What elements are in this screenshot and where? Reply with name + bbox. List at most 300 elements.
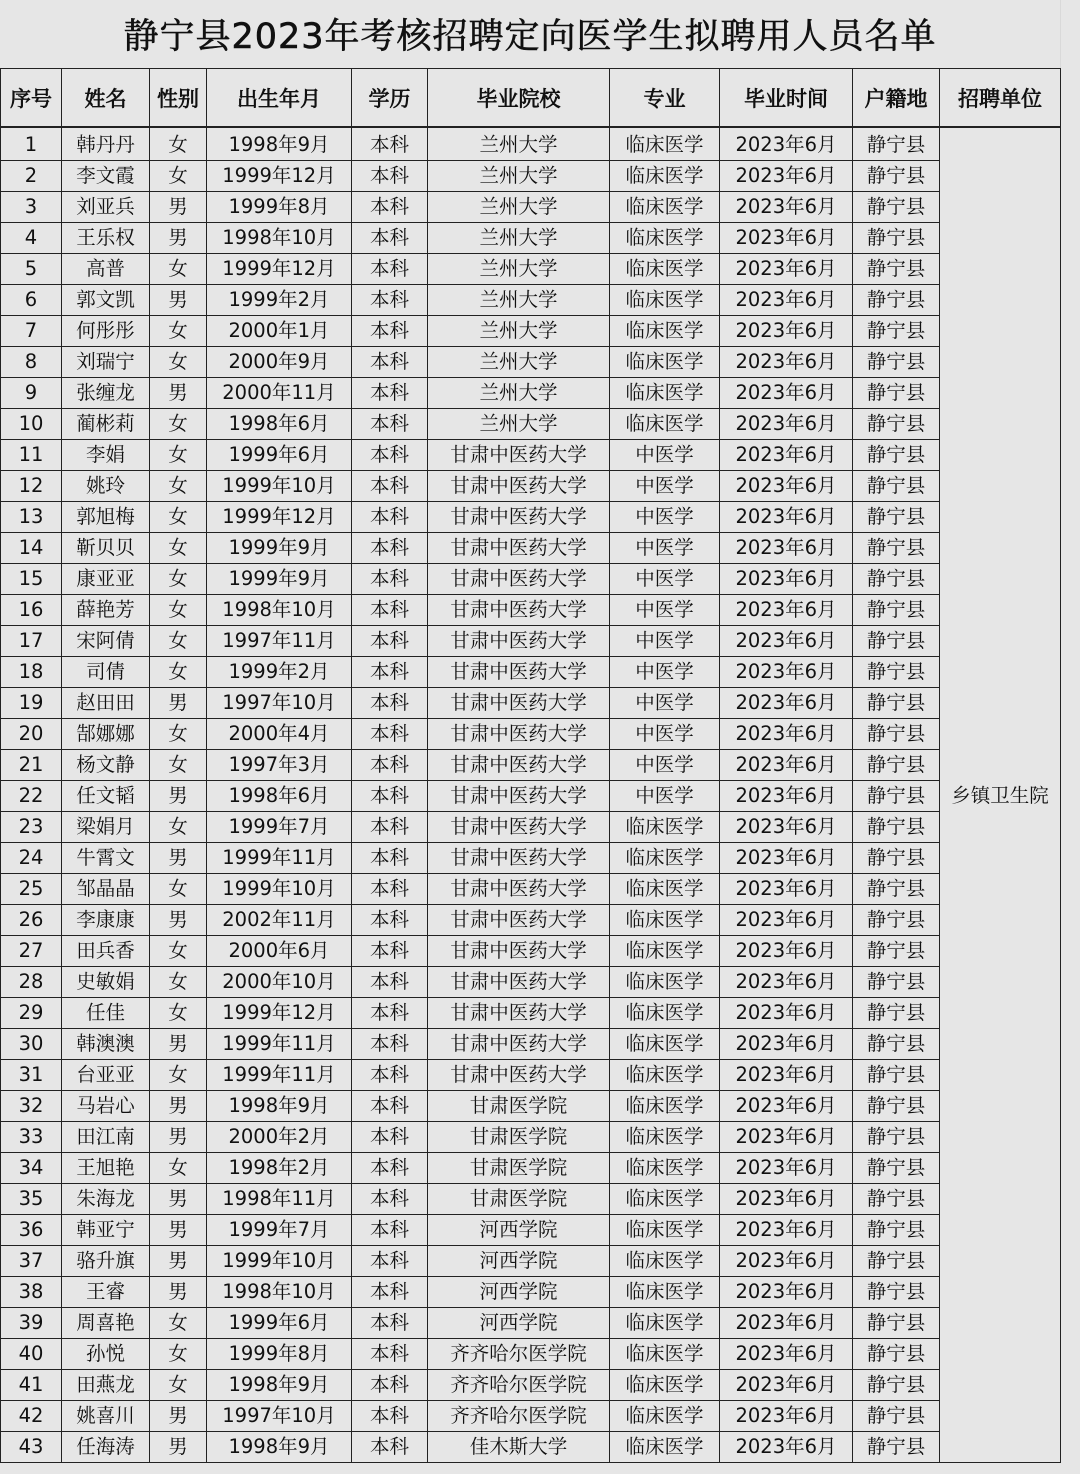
cell-birth: 1999年10月 [207, 874, 352, 905]
cell-birth: 1998年9月 [207, 1370, 352, 1401]
cell-graduation: 2023年6月 [720, 1246, 853, 1277]
cell-name: 杨文静 [62, 750, 150, 781]
cell-graduation: 2023年6月 [720, 1308, 853, 1339]
cell-education: 本科 [352, 905, 428, 936]
table-row [1, 843, 1061, 874]
cell-name: 韩丹丹 [62, 127, 150, 161]
table-row [1, 1091, 1061, 1122]
table-row [1, 750, 1061, 781]
cell-serial: 26 [1, 905, 62, 936]
cell-hukou: 静宁县 [853, 1339, 940, 1370]
cell-school: 甘肃中医药大学 [428, 1060, 610, 1091]
cell-education: 本科 [352, 1308, 428, 1339]
cell-major: 临床医学 [610, 1029, 720, 1060]
table-row [1, 1215, 1061, 1246]
cell-graduation: 2023年6月 [720, 471, 853, 502]
cell-major: 临床医学 [610, 812, 720, 843]
cell-gender: 女 [150, 812, 207, 843]
table-row [1, 254, 1061, 285]
cell-education: 本科 [352, 285, 428, 316]
cell-major: 中医学 [610, 750, 720, 781]
cell-school: 甘肃中医药大学 [428, 502, 610, 533]
cell-school: 甘肃中医药大学 [428, 440, 610, 471]
cell-graduation: 2023年6月 [720, 564, 853, 595]
cell-graduation: 2023年6月 [720, 409, 853, 440]
table-row [1, 1308, 1061, 1339]
cell-major: 临床医学 [610, 874, 720, 905]
table-row [1, 1153, 1061, 1184]
cell-school: 兰州大学 [428, 285, 610, 316]
cell-graduation: 2023年6月 [720, 1184, 853, 1215]
cell-graduation: 2023年6月 [720, 1029, 853, 1060]
table-row [1, 719, 1061, 750]
cell-hukou: 静宁县 [853, 127, 940, 161]
cell-serial: 9 [1, 378, 62, 409]
cell-hukou: 静宁县 [853, 936, 940, 967]
cell-major: 临床医学 [610, 409, 720, 440]
cell-birth: 1997年3月 [207, 750, 352, 781]
cell-gender: 女 [150, 316, 207, 347]
cell-education: 本科 [352, 1215, 428, 1246]
cell-serial: 42 [1, 1401, 62, 1432]
cell-serial: 11 [1, 440, 62, 471]
cell-serial: 2 [1, 161, 62, 192]
cell-education: 本科 [352, 1060, 428, 1091]
cell-education: 本科 [352, 1091, 428, 1122]
cell-name: 牛霄文 [62, 843, 150, 874]
cell-major: 临床医学 [610, 378, 720, 409]
cell-name: 何彤彤 [62, 316, 150, 347]
cell-education: 本科 [352, 998, 428, 1029]
table-row [1, 812, 1061, 843]
cell-name: 邹晶晶 [62, 874, 150, 905]
cell-graduation: 2023年6月 [720, 347, 853, 378]
table-row [1, 1246, 1061, 1277]
cell-school: 甘肃中医药大学 [428, 1029, 610, 1060]
table-row [1, 127, 1061, 161]
cell-hukou: 静宁县 [853, 564, 940, 595]
cell-major: 临床医学 [610, 254, 720, 285]
cell-hukou: 静宁县 [853, 502, 940, 533]
cell-education: 本科 [352, 626, 428, 657]
cell-birth: 1998年11月 [207, 1184, 352, 1215]
cell-major: 临床医学 [610, 1215, 720, 1246]
cell-gender: 女 [150, 502, 207, 533]
cell-graduation: 2023年6月 [720, 127, 853, 161]
header-name: 姓名 [62, 69, 150, 128]
cell-gender: 女 [150, 657, 207, 688]
cell-education: 本科 [352, 1246, 428, 1277]
cell-name: 梁娟月 [62, 812, 150, 843]
cell-school: 甘肃中医药大学 [428, 657, 610, 688]
cell-hukou: 静宁县 [853, 905, 940, 936]
cell-gender: 女 [150, 161, 207, 192]
cell-serial: 36 [1, 1215, 62, 1246]
cell-school: 兰州大学 [428, 161, 610, 192]
cell-name: 李文霞 [62, 161, 150, 192]
roster-table [0, 68, 1061, 1463]
cell-graduation: 2023年6月 [720, 595, 853, 626]
cell-graduation: 2023年6月 [720, 750, 853, 781]
cell-birth: 2000年4月 [207, 719, 352, 750]
cell-hukou: 静宁县 [853, 285, 940, 316]
cell-name: 刘亚兵 [62, 192, 150, 223]
cell-major: 中医学 [610, 781, 720, 812]
cell-serial: 43 [1, 1432, 62, 1463]
cell-serial: 23 [1, 812, 62, 843]
table-row [1, 347, 1061, 378]
cell-education: 本科 [352, 595, 428, 626]
cell-name: 刘瑞宁 [62, 347, 150, 378]
cell-major: 临床医学 [610, 936, 720, 967]
cell-major: 临床医学 [610, 347, 720, 378]
cell-school: 甘肃中医药大学 [428, 812, 610, 843]
table-row [1, 688, 1061, 719]
table-row [1, 1370, 1061, 1401]
cell-birth: 1999年11月 [207, 1029, 352, 1060]
cell-education: 本科 [352, 471, 428, 502]
table-row [1, 626, 1061, 657]
cell-birth: 1997年10月 [207, 1401, 352, 1432]
cell-hukou: 静宁县 [853, 1184, 940, 1215]
cell-serial: 16 [1, 595, 62, 626]
cell-gender: 女 [150, 127, 207, 161]
cell-hukou: 静宁县 [853, 1060, 940, 1091]
cell-school: 甘肃中医药大学 [428, 750, 610, 781]
table-row [1, 502, 1061, 533]
cell-name: 韩澳澳 [62, 1029, 150, 1060]
cell-major: 临床医学 [610, 1122, 720, 1153]
cell-education: 本科 [352, 719, 428, 750]
cell-serial: 8 [1, 347, 62, 378]
cell-birth: 1998年9月 [207, 1432, 352, 1463]
cell-name: 薛艳芳 [62, 595, 150, 626]
cell-major: 临床医学 [610, 998, 720, 1029]
cell-birth: 2000年1月 [207, 316, 352, 347]
cell-graduation: 2023年6月 [720, 533, 853, 564]
cell-gender: 男 [150, 1122, 207, 1153]
cell-birth: 1998年10月 [207, 595, 352, 626]
cell-school: 甘肃中医药大学 [428, 719, 610, 750]
cell-serial: 19 [1, 688, 62, 719]
cell-gender: 女 [150, 1153, 207, 1184]
cell-birth: 1997年11月 [207, 626, 352, 657]
table-row [1, 440, 1061, 471]
cell-gender: 男 [150, 378, 207, 409]
cell-hukou: 静宁县 [853, 471, 940, 502]
cell-graduation: 2023年6月 [720, 285, 853, 316]
cell-recruiting-unit: 乡镇卫生院 [940, 127, 1061, 1463]
document-title: 静宁县2023年考核招聘定向医学生拟聘用人员名单 [0, 0, 1061, 68]
cell-graduation: 2023年6月 [720, 1091, 853, 1122]
cell-school: 齐齐哈尔医学院 [428, 1339, 610, 1370]
cell-major: 临床医学 [610, 1060, 720, 1091]
cell-school: 甘肃医学院 [428, 1122, 610, 1153]
cell-gender: 男 [150, 905, 207, 936]
cell-gender: 男 [150, 1432, 207, 1463]
cell-hukou: 静宁县 [853, 967, 940, 998]
cell-gender: 男 [150, 1215, 207, 1246]
table-row [1, 657, 1061, 688]
cell-major: 临床医学 [610, 1246, 720, 1277]
cell-education: 本科 [352, 223, 428, 254]
cell-birth: 1999年11月 [207, 1060, 352, 1091]
cell-education: 本科 [352, 750, 428, 781]
cell-serial: 31 [1, 1060, 62, 1091]
header-row [1, 69, 1061, 128]
table-row [1, 905, 1061, 936]
header-education: 学历 [352, 69, 428, 128]
header-school: 毕业院校 [428, 69, 610, 128]
cell-name: 蔺彬莉 [62, 409, 150, 440]
cell-hukou: 静宁县 [853, 378, 940, 409]
table-row [1, 161, 1061, 192]
cell-hukou: 静宁县 [853, 998, 940, 1029]
cell-hukou: 静宁县 [853, 626, 940, 657]
cell-education: 本科 [352, 688, 428, 719]
cell-serial: 33 [1, 1122, 62, 1153]
cell-birth: 1999年6月 [207, 440, 352, 471]
cell-hukou: 静宁县 [853, 1153, 940, 1184]
cell-hukou: 静宁县 [853, 1401, 940, 1432]
table-row [1, 409, 1061, 440]
cell-serial: 17 [1, 626, 62, 657]
table-row [1, 1122, 1061, 1153]
cell-gender: 女 [150, 1060, 207, 1091]
cell-name: 王旭艳 [62, 1153, 150, 1184]
cell-education: 本科 [352, 533, 428, 564]
cell-education: 本科 [352, 936, 428, 967]
cell-birth: 1999年10月 [207, 1246, 352, 1277]
cell-hukou: 静宁县 [853, 223, 940, 254]
cell-name: 马岩心 [62, 1091, 150, 1122]
table-row [1, 192, 1061, 223]
cell-education: 本科 [352, 564, 428, 595]
table-row [1, 471, 1061, 502]
cell-graduation: 2023年6月 [720, 161, 853, 192]
cell-school: 兰州大学 [428, 254, 610, 285]
cell-serial: 25 [1, 874, 62, 905]
cell-serial: 39 [1, 1308, 62, 1339]
cell-school: 齐齐哈尔医学院 [428, 1401, 610, 1432]
cell-gender: 男 [150, 1184, 207, 1215]
cell-major: 临床医学 [610, 1308, 720, 1339]
cell-graduation: 2023年6月 [720, 378, 853, 409]
table-row [1, 285, 1061, 316]
cell-gender: 女 [150, 998, 207, 1029]
cell-serial: 3 [1, 192, 62, 223]
cell-name: 孙悦 [62, 1339, 150, 1370]
cell-birth: 1998年9月 [207, 1091, 352, 1122]
cell-graduation: 2023年6月 [720, 1060, 853, 1091]
cell-birth: 1998年10月 [207, 1277, 352, 1308]
cell-school: 甘肃中医药大学 [428, 564, 610, 595]
cell-gender: 男 [150, 1401, 207, 1432]
header-serial: 序号 [1, 69, 62, 128]
cell-hukou: 静宁县 [853, 1370, 940, 1401]
cell-birth: 1999年2月 [207, 285, 352, 316]
cell-major: 临床医学 [610, 161, 720, 192]
cell-serial: 37 [1, 1246, 62, 1277]
cell-hukou: 静宁县 [853, 595, 940, 626]
cell-hukou: 静宁县 [853, 1091, 940, 1122]
table-row [1, 378, 1061, 409]
cell-birth: 2000年6月 [207, 936, 352, 967]
cell-serial: 22 [1, 781, 62, 812]
cell-hukou: 静宁县 [853, 316, 940, 347]
header-gender: 性别 [150, 69, 207, 128]
cell-major: 中医学 [610, 626, 720, 657]
cell-school: 河西学院 [428, 1277, 610, 1308]
cell-graduation: 2023年6月 [720, 254, 853, 285]
cell-serial: 18 [1, 657, 62, 688]
cell-graduation: 2023年6月 [720, 812, 853, 843]
cell-gender: 男 [150, 285, 207, 316]
cell-school: 佳木斯大学 [428, 1432, 610, 1463]
cell-birth: 1999年10月 [207, 471, 352, 502]
cell-major: 临床医学 [610, 1091, 720, 1122]
cell-major: 中医学 [610, 533, 720, 564]
cell-school: 甘肃中医药大学 [428, 936, 610, 967]
cell-name: 田兵香 [62, 936, 150, 967]
cell-graduation: 2023年6月 [720, 440, 853, 471]
cell-graduation: 2023年6月 [720, 998, 853, 1029]
cell-hukou: 静宁县 [853, 161, 940, 192]
cell-school: 甘肃中医药大学 [428, 471, 610, 502]
cell-major: 临床医学 [610, 1339, 720, 1370]
cell-education: 本科 [352, 1029, 428, 1060]
cell-name: 赵田田 [62, 688, 150, 719]
cell-graduation: 2023年6月 [720, 719, 853, 750]
cell-education: 本科 [352, 812, 428, 843]
header-graduation: 毕业时间 [720, 69, 853, 128]
cell-major: 临床医学 [610, 192, 720, 223]
cell-education: 本科 [352, 161, 428, 192]
cell-serial: 6 [1, 285, 62, 316]
cell-major: 临床医学 [610, 1401, 720, 1432]
cell-hukou: 静宁县 [853, 192, 940, 223]
cell-school: 甘肃中医药大学 [428, 843, 610, 874]
cell-birth: 1999年6月 [207, 1308, 352, 1339]
cell-major: 中医学 [610, 440, 720, 471]
cell-birth: 1999年11月 [207, 843, 352, 874]
cell-education: 本科 [352, 1122, 428, 1153]
cell-education: 本科 [352, 440, 428, 471]
cell-name: 靳贝贝 [62, 533, 150, 564]
table-row [1, 1277, 1061, 1308]
cell-major: 中医学 [610, 502, 720, 533]
cell-gender: 女 [150, 409, 207, 440]
cell-graduation: 2023年6月 [720, 1370, 853, 1401]
cell-serial: 30 [1, 1029, 62, 1060]
cell-name: 司倩 [62, 657, 150, 688]
cell-education: 本科 [352, 1277, 428, 1308]
cell-major: 临床医学 [610, 1153, 720, 1184]
cell-school: 齐齐哈尔医学院 [428, 1370, 610, 1401]
cell-gender: 女 [150, 936, 207, 967]
cell-hukou: 静宁县 [853, 1215, 940, 1246]
cell-birth: 1999年2月 [207, 657, 352, 688]
cell-graduation: 2023年6月 [720, 1153, 853, 1184]
cell-school: 兰州大学 [428, 409, 610, 440]
cell-birth: 1998年6月 [207, 409, 352, 440]
cell-serial: 38 [1, 1277, 62, 1308]
cell-birth: 2000年9月 [207, 347, 352, 378]
cell-name: 郭旭梅 [62, 502, 150, 533]
cell-graduation: 2023年6月 [720, 936, 853, 967]
cell-name: 任佳 [62, 998, 150, 1029]
cell-gender: 女 [150, 440, 207, 471]
cell-graduation: 2023年6月 [720, 905, 853, 936]
cell-education: 本科 [352, 1432, 428, 1463]
cell-education: 本科 [352, 192, 428, 223]
cell-hukou: 静宁县 [853, 347, 940, 378]
cell-education: 本科 [352, 843, 428, 874]
cell-major: 临床医学 [610, 127, 720, 161]
cell-education: 本科 [352, 874, 428, 905]
cell-school: 兰州大学 [428, 127, 610, 161]
cell-name: 任文韬 [62, 781, 150, 812]
cell-graduation: 2023年6月 [720, 192, 853, 223]
table-row [1, 781, 1061, 812]
cell-hukou: 静宁县 [853, 1308, 940, 1339]
cell-serial: 29 [1, 998, 62, 1029]
cell-education: 本科 [352, 254, 428, 285]
cell-serial: 24 [1, 843, 62, 874]
cell-graduation: 2023年6月 [720, 223, 853, 254]
cell-name: 史敏娟 [62, 967, 150, 998]
cell-hukou: 静宁县 [853, 1277, 940, 1308]
cell-name: 康亚亚 [62, 564, 150, 595]
cell-birth: 2000年2月 [207, 1122, 352, 1153]
cell-serial: 21 [1, 750, 62, 781]
cell-hukou: 静宁县 [853, 874, 940, 905]
cell-hukou: 静宁县 [853, 1432, 940, 1463]
cell-major: 临床医学 [610, 1277, 720, 1308]
cell-school: 甘肃医学院 [428, 1153, 610, 1184]
cell-birth: 2000年10月 [207, 967, 352, 998]
cell-education: 本科 [352, 502, 428, 533]
cell-hukou: 静宁县 [853, 440, 940, 471]
cell-education: 本科 [352, 378, 428, 409]
table-row [1, 1184, 1061, 1215]
cell-gender: 女 [150, 533, 207, 564]
cell-school: 兰州大学 [428, 378, 610, 409]
cell-graduation: 2023年6月 [720, 1122, 853, 1153]
cell-major: 临床医学 [610, 967, 720, 998]
cell-education: 本科 [352, 1401, 428, 1432]
cell-name: 宋阿倩 [62, 626, 150, 657]
table-row [1, 533, 1061, 564]
table-row [1, 998, 1061, 1029]
cell-major: 临床医学 [610, 905, 720, 936]
cell-birth: 1999年7月 [207, 1215, 352, 1246]
cell-serial: 15 [1, 564, 62, 595]
header-hukou: 户籍地 [853, 69, 940, 128]
cell-school: 甘肃医学院 [428, 1091, 610, 1122]
cell-serial: 27 [1, 936, 62, 967]
cell-major: 临床医学 [610, 316, 720, 347]
cell-graduation: 2023年6月 [720, 967, 853, 998]
cell-graduation: 2023年6月 [720, 657, 853, 688]
cell-graduation: 2023年6月 [720, 1339, 853, 1370]
table-row [1, 936, 1061, 967]
cell-education: 本科 [352, 781, 428, 812]
cell-graduation: 2023年6月 [720, 502, 853, 533]
cell-gender: 男 [150, 1277, 207, 1308]
cell-birth: 1999年12月 [207, 502, 352, 533]
cell-school: 河西学院 [428, 1215, 610, 1246]
